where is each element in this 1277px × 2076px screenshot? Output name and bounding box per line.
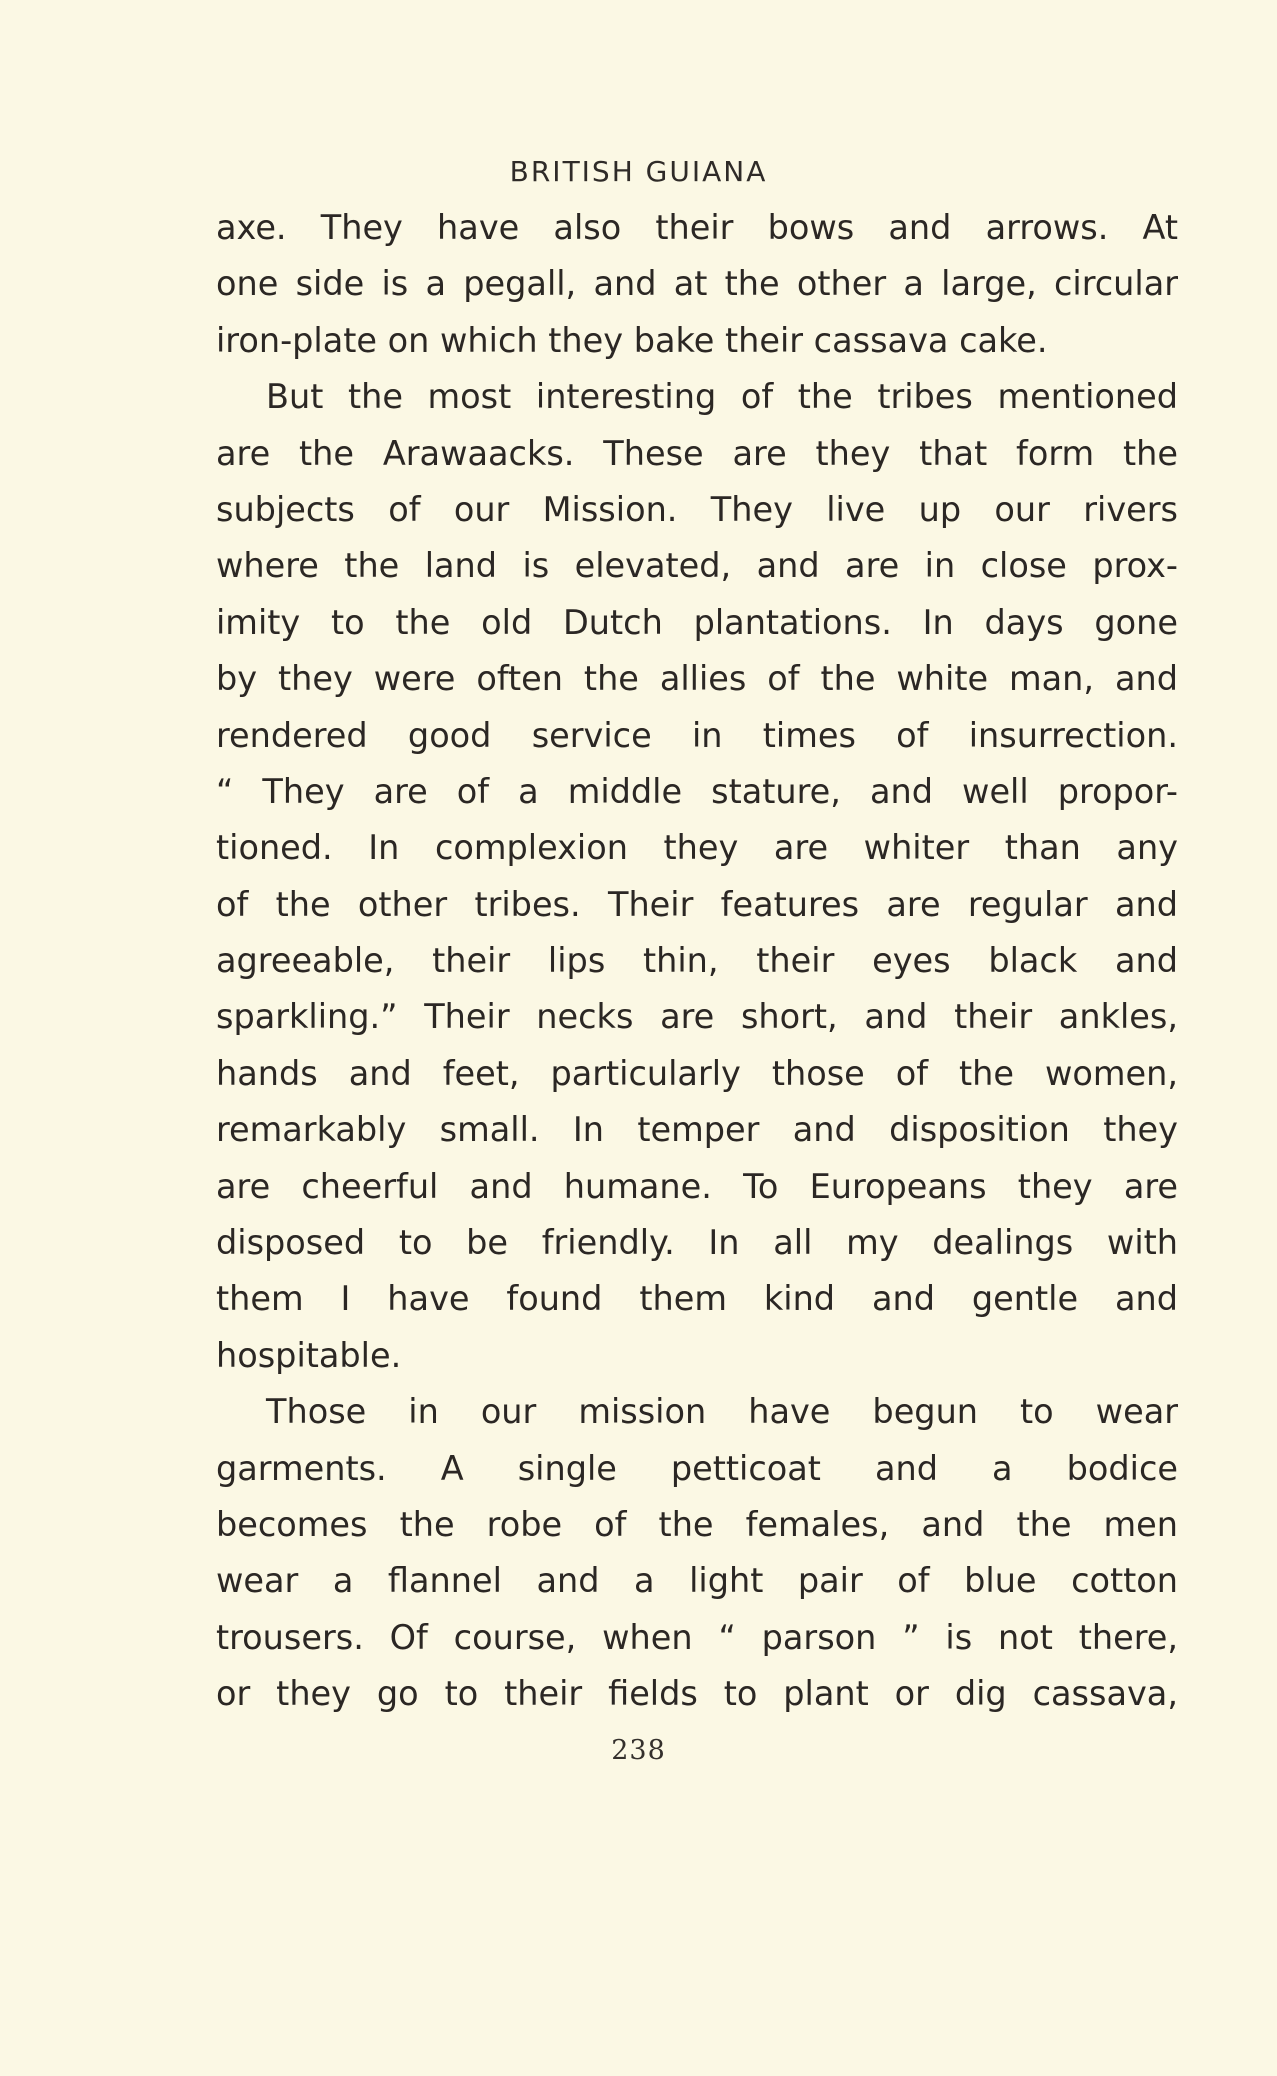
text-line: disposed to be friendly. In all my dealings with xyxy=(216,1223,1178,1263)
text-line: are the Arawaacks. These are they that form the xyxy=(216,433,1178,473)
text-line: remarkably small. In temper and disposition they xyxy=(216,1110,1178,1150)
text-line: garments. A single petticoat and a bodice xyxy=(216,1448,1178,1488)
text-line: Those in our mission have begun to wear xyxy=(266,1392,1178,1432)
text-line: wear a flannel and a light pair of blue cotton xyxy=(216,1561,1178,1601)
text-line: hospitable. xyxy=(216,1335,402,1375)
text-line: subjects of our Mission. They live up our rivers xyxy=(216,489,1178,529)
text-line: where the land is elevated, and are in close prox- xyxy=(216,546,1178,586)
text-line: them I have found them kind and gentle and xyxy=(216,1279,1178,1319)
text-line: But the most interesting of the tribes mentioned xyxy=(266,377,1178,417)
text-line: trousers. Of course, when “ parson ” is not there, xyxy=(216,1617,1178,1657)
body-text xyxy=(216,200,1178,1723)
running-head: BRITISH GUIANA xyxy=(509,155,768,188)
text-line: iron-plate on which they bake their cassava cake. xyxy=(216,320,1048,360)
text-line: hands and feet, particularly those of the women, xyxy=(216,1053,1178,1093)
text-line: rendered good service in times of insurrection. xyxy=(216,715,1178,755)
text-line: “ They are of a middle stature, and well propor- xyxy=(216,771,1178,811)
text-line: of the other tribes. Their features are regular and xyxy=(216,884,1178,924)
text-line: or they go to their fields to plant or dig cassava, xyxy=(216,1674,1178,1714)
text-line: sparkling.” Their necks are short, and their ankles, xyxy=(216,997,1178,1037)
text-line: tioned. In complexion they are whiter than any xyxy=(216,828,1178,868)
text-line: agreeable, their lips thin, their eyes black and xyxy=(216,941,1178,981)
text-line: one side is a pegall, and at the other a large, circular xyxy=(216,264,1178,304)
page-number: 238 xyxy=(611,1735,666,1766)
text-line: by they were often the allies of the white man, and xyxy=(216,659,1178,699)
text-line: axe. They have also their bows and arrows. At xyxy=(216,208,1178,247)
text-line: imity to the old Dutch plantations. In days gone xyxy=(216,602,1178,642)
text-line: becomes the robe of the females, and the men xyxy=(216,1504,1178,1544)
text-line: are cheerful and humane. To Europeans they are xyxy=(216,1166,1178,1206)
